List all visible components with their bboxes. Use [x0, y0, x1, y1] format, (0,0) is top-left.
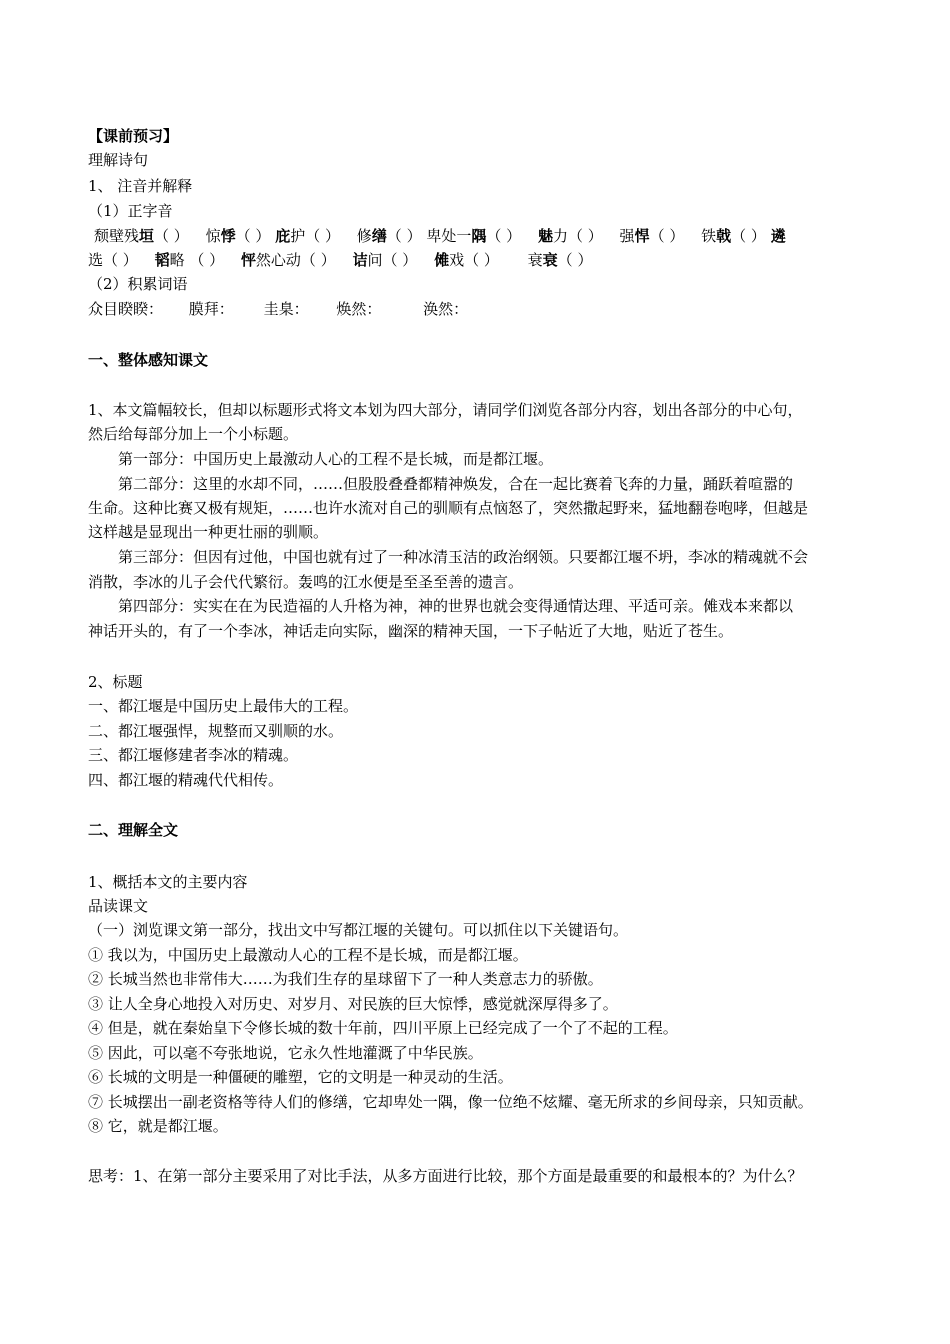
- read-label: 品读课文: [88, 897, 149, 915]
- section2-heading: 二、理解全文: [88, 821, 179, 839]
- word-item: 颓壁残垣（ ）: [94, 227, 189, 245]
- part-4-line2: 神话开头的，有了一个李冰，神话走向实际，幽深的精神天国，一下子帖近了大地，贴近了苍生。: [88, 622, 734, 640]
- key-sentence: ① 我以为，中国历史上最激动人心的工程不是长城，而是都江堰。: [88, 946, 528, 964]
- key-sentence: ④ 但是，就在秦始皇下令修长城的数十年前，四川平原上已经完成了一个了不起的工程。: [88, 1019, 678, 1037]
- section1-heading: 一、整体感知课文: [88, 351, 209, 369]
- part-4-line1: 第四部分：实实在在为民造福的人升格为神，神的世界也就会变得通情达理、平适可亲。傩戏本来都以: [118, 597, 794, 615]
- vocab-term: 焕然：: [336, 300, 382, 318]
- word-item: 强悍（ ）: [619, 227, 685, 245]
- key-sentence: ③ 让人全身心地投入对历史、对岁月、对民族的巨大惊悸，感觉就深厚得多了。: [88, 995, 618, 1013]
- word-item: 铁戟（ ）: [701, 227, 766, 245]
- title-item: 二、都江堰强悍，规整而又驯顺的水。: [88, 722, 344, 740]
- key-sentence: ⑦ 长城摆出一副老资格等待人们的修缮，它却卑处一隅，像一位绝不炫耀、毫无所求的乡间母亲，只知贡献。: [88, 1093, 813, 1111]
- part-3-line2: 消散，李冰的儿子会代代繁衍。轰鸣的江水便是至圣至善的遗言。: [88, 573, 524, 591]
- think-question: 思考：1、在第一部分主要采用了对比手法，从多方面进行比较，那个方面是最重要的和最根本的？为什么？: [88, 1167, 803, 1185]
- key-sentence: ⑥ 长城的文明是一种僵硬的雕塑，它的文明是一种灵动的生活。: [88, 1068, 513, 1086]
- section2-q1: 1、概括本文的主要内容: [88, 873, 248, 891]
- vocab-term: 涣然：: [423, 300, 469, 318]
- sub-2: （2）积累词语: [88, 275, 188, 293]
- part-3-line1: 第三部分：但因有过他，中国也就有过了一种冰清玉洁的政治纲领。只要都江堰不坍，李冰的精魂就不会: [118, 548, 809, 566]
- pinyin-row-1: [94, 224, 786, 248]
- item-1: 1、 注音并解释: [88, 177, 193, 195]
- word-item: 修缮（ ）: [356, 227, 422, 245]
- read-intro: （一）浏览课文第一部分，找出文中写都江堰的关键句。可以抓住以下关键语句。: [88, 921, 629, 939]
- preview-subheading: 理解诗句: [88, 151, 149, 169]
- part-2-line3: 这样越是显现出一种更壮丽的驯顺。: [88, 523, 329, 541]
- word-item: 傩戏（ ）: [434, 251, 499, 269]
- preview-heading: 【课前预习】: [88, 127, 179, 145]
- word-item: 惊悸（ ）: [205, 227, 271, 245]
- vocab-row: [88, 297, 483, 321]
- word-item: 庇护（ ）: [275, 227, 340, 245]
- section1-q1-cont: 然后给每部分加上一个小标题。: [88, 425, 299, 443]
- section1-q2: 2、标题: [88, 673, 143, 691]
- vocab-term: 圭臬：: [263, 300, 309, 318]
- word-item: 衰衰（ ）: [527, 251, 593, 269]
- key-sentence: ⑤ 因此，可以毫不夸张地说，它永久性地灌溉了中华民族。: [88, 1044, 483, 1062]
- word-item: 怦然心动（ ）: [240, 251, 336, 269]
- title-item: 四、都江堰的精魂代代相传。: [88, 771, 284, 789]
- word-item: 诘问（ ）: [352, 251, 418, 269]
- vocab-term: 众目睽睽：: [88, 300, 164, 318]
- sub-1: （1）正字音: [88, 202, 173, 220]
- word-item: 遴: [770, 227, 786, 245]
- section1-q1: 1、本文篇幅较长，但却以标题形式将文本划为四大部分，请同学们浏览各部分内容，划出各部分的中心句，: [88, 401, 803, 419]
- word-item: 卑处一隅（ ）: [426, 227, 522, 245]
- part-1: 第一部分：中国历史上最激动人心的工程不是长城，而是都江堰。: [118, 450, 554, 468]
- key-sentence: ② 长城当然也非常伟大……为我们生存的星球留下了一种人类意志力的骄傲。: [88, 970, 603, 988]
- word-item: 选（ ）: [88, 251, 138, 269]
- part-2-line2: 生命。这种比赛又极有规矩，……也许水流对自己的驯顺有点恼怒了，突然撒起野来，猛地翻卷咆哮，但越是: [88, 499, 809, 517]
- pinyin-row-2: [88, 248, 592, 272]
- word-item: 魅力（ ）: [537, 227, 603, 245]
- title-item: 一、都江堰是中国历史上最伟大的工程。: [88, 697, 359, 715]
- vocab-term: 膜拜：: [188, 300, 234, 318]
- word-item: 韬略 （ ）: [154, 251, 225, 269]
- key-sentence: ⑧ 它，就是都江堰。: [88, 1117, 228, 1135]
- title-item: 三、都江堰修建者李冰的精魂。: [88, 746, 299, 764]
- part-2-line1: 第二部分：这里的水却不同，……但股股叠叠都精神焕发，合在一起比赛着飞奔的力量，踊跃着喧嚣的: [118, 475, 794, 493]
